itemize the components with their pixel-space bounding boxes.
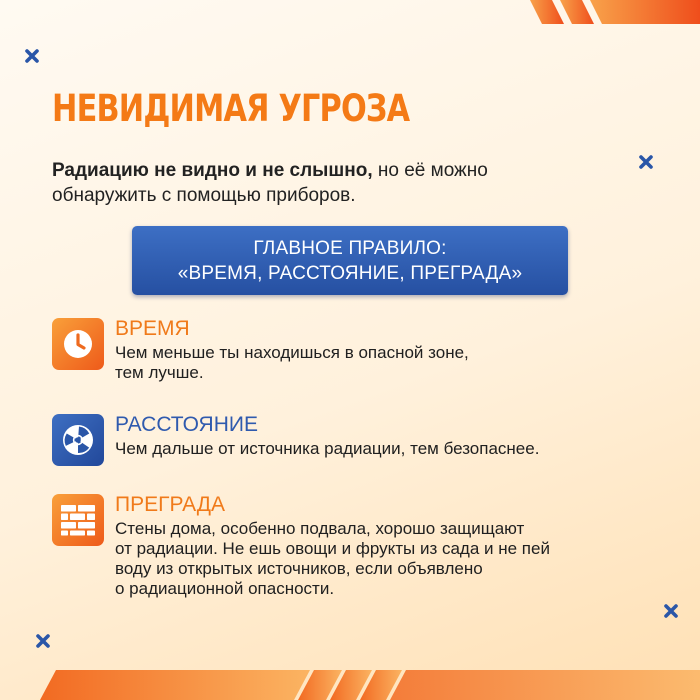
item-text-barrier: [115, 519, 700, 599]
page-title: НЕВИДИМАЯ УГРОЗА: [52, 87, 410, 130]
clock-icon: [61, 327, 95, 361]
item-text-line: от радиации. Не ешь овощи и фрукты из сада и не пей: [115, 539, 550, 558]
cross-icon: [638, 154, 654, 170]
cross-icon: [24, 48, 40, 64]
rule-line2: «ВРЕМЯ, РАССТОЯНИЕ, ПРЕГРАДА»: [177, 262, 523, 284]
bottom-stripes-decoration: [0, 670, 700, 700]
item-text-line: о радиационной опасности.: [115, 579, 335, 598]
cross-icon: [35, 633, 51, 649]
main-rule-banner: [132, 226, 568, 295]
item-text-line: Стены дома, особенно подвала, хорошо защищают: [115, 519, 525, 538]
intro-line2: обнаружить с помощью приборов.: [52, 185, 356, 206]
item-text-line: тем лучше.: [115, 363, 204, 382]
intro-bold-text: Радиацию не видно и не слышно,: [52, 160, 373, 181]
cross-icon: [663, 603, 679, 619]
item-text-distance: [115, 439, 700, 459]
item-text-line: воду из открытых источников, если объявлено: [115, 559, 483, 578]
clock-icon-box: [52, 318, 104, 370]
item-heading-time: ВРЕМЯ: [115, 317, 190, 340]
item-text-time: [115, 343, 700, 383]
item-heading-distance: РАССТОЯНИЕ: [115, 413, 258, 436]
intro-text: [52, 158, 632, 208]
brick-wall-icon: [60, 504, 96, 536]
top-stripes-decoration: [530, 0, 700, 24]
item-text-line: Чем дальше от источника радиации, тем безопаснее.: [115, 439, 540, 458]
brick-wall-icon-box: [52, 494, 104, 546]
item-text-line: Чем меньше ты находишься в опасной зоне,: [115, 343, 469, 362]
intro-rest-text: но её можно: [372, 160, 488, 181]
item-heading-barrier: ПРЕГРАДА: [115, 493, 226, 516]
radiation-icon-box: [52, 414, 104, 466]
rule-line1: ГЛАВНОЕ ПРАВИЛО:: [253, 237, 447, 259]
radiation-icon: [61, 423, 95, 457]
